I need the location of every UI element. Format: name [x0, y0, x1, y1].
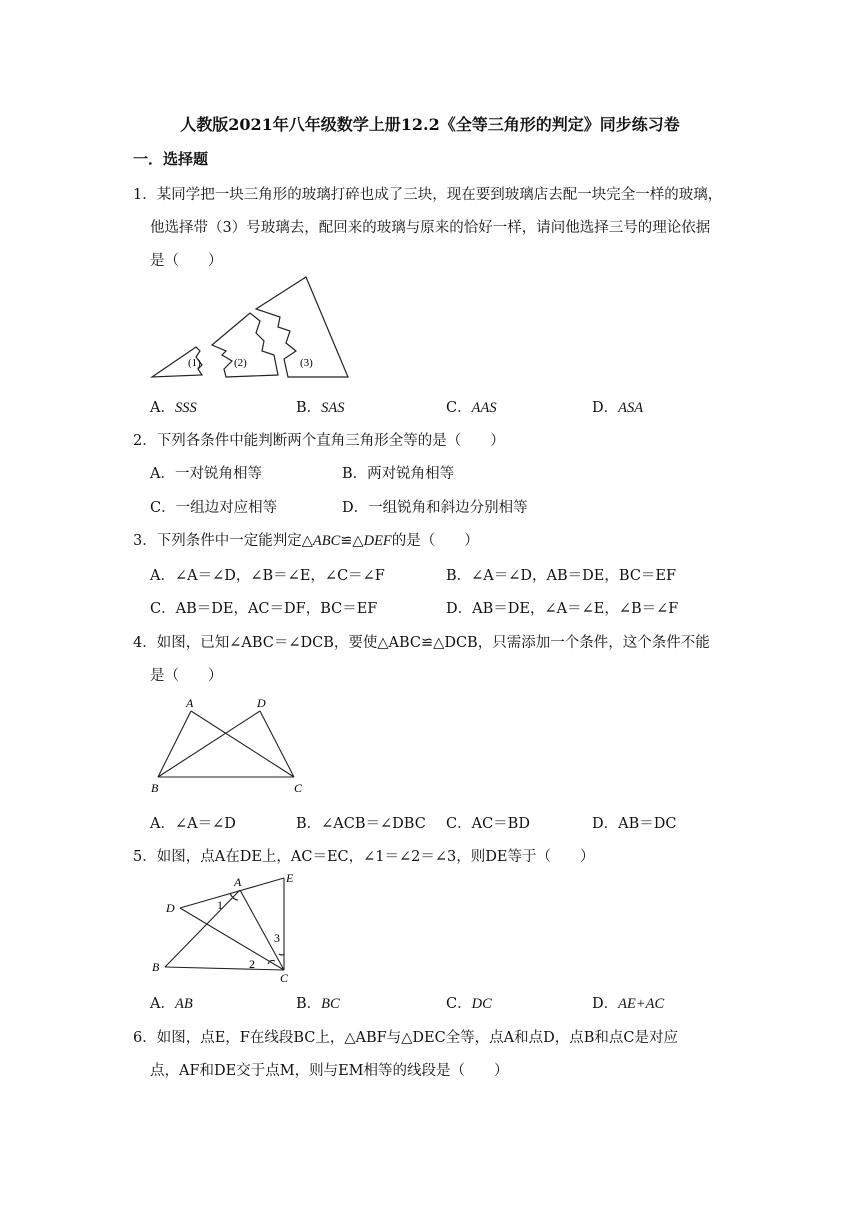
q3-option-a: A．∠A＝∠D，∠B＝∠E，∠C＝∠F: [150, 568, 385, 584]
q5-label-d: D: [166, 901, 175, 915]
q4-label-a: A: [186, 696, 194, 710]
q4-line2: 是（ ）: [150, 668, 223, 684]
q4-option-a: A．∠A＝∠D: [150, 816, 236, 832]
q4-option-d: D．AB＝DC: [592, 816, 677, 832]
q2-line1: 2．下列各条件中能判断两个直角三角形全等的是（ ）: [133, 433, 505, 449]
q4-label-c: C: [294, 781, 303, 795]
q5-geometry-figure: [148, 870, 308, 985]
q2-option-b: B．两对锐角相等: [342, 466, 455, 482]
q6-line1: 6．如图，点E，F在线段BC上，△ABF与△DEC全等，点A和点D，点B和点C是对应: [133, 1030, 679, 1046]
q5-label-b: B: [152, 960, 160, 974]
glass-label-2: (2): [234, 357, 247, 369]
q3-option-d: D．AB＝DE，∠A＝∠E，∠B＝∠F: [446, 601, 679, 617]
q5-label-a: A: [234, 875, 242, 889]
q5-option-b: B．BC: [296, 996, 340, 1012]
q4-label-b: B: [151, 781, 159, 795]
q5-label-e: E: [286, 871, 294, 885]
q5-angle-3: 3: [274, 931, 280, 945]
glass-label-1: (1): [188, 357, 201, 369]
glass-label-3: (3): [300, 357, 313, 369]
document-title: 人教版2021年八年级数学上册12.2《全等三角形的判定》同步练习卷: [180, 115, 680, 134]
q3-option-c: C．AB＝DE，AC＝DF，BC＝EF: [150, 601, 378, 617]
q5-option-a: A．AB: [150, 996, 193, 1012]
q4-line1: 4．如图，已知∠ABC＝∠DCB，要使△ABC≌△DCB，只需添加一个条件，这个条件不能: [133, 635, 710, 651]
q3-option-b: B．∠A＝∠D，AB＝DE，BC＝EF: [446, 568, 677, 584]
q4-triangle-figure: [148, 695, 318, 800]
q3-line1: 3．下列条件中一定能判定△ABC≌△DEF的是（ ）: [133, 533, 479, 549]
q2-option-d: D．一组锐角和斜边分别相等: [342, 500, 528, 516]
q2-option-a: A．一对锐角相等: [150, 466, 262, 482]
q4-label-d: D: [257, 696, 266, 710]
q1-option-c: C．AAS: [446, 400, 497, 416]
q1-line2: 他选择带（3）号玻璃去，配回来的玻璃与原来的恰好一样，请问他选择三号的理论依据: [150, 220, 711, 236]
q1-broken-glass-figure: [150, 275, 350, 385]
q5-label-c: C: [280, 971, 289, 985]
q1-line1: 1．某同学把一块三角形的玻璃打碎也成了三块，现在要到玻璃店去配一块完全一样的玻璃，: [133, 187, 723, 203]
q1-line3: 是（ ）: [150, 253, 223, 269]
q5-option-d: D．AE+AC: [592, 996, 665, 1012]
q5-angle-1: 1: [217, 898, 223, 912]
q1-option-d: D．ASA: [592, 400, 644, 416]
q4-option-b: B．∠ACB＝∠DBC: [296, 816, 426, 832]
q5-option-c: C．DC: [446, 996, 492, 1012]
q6-line2: 点，AF和DE交于点M，则与EM相等的线段是（ ）: [150, 1063, 509, 1079]
q4-option-c: C．AC＝BD: [446, 816, 530, 832]
q1-option-b: B．SAS: [296, 400, 345, 416]
q5-angle-2: 2: [249, 957, 255, 971]
q5-line1: 5．如图，点A在DE上，AC＝EC，∠1＝∠2＝∠3，则DE等于（ ）: [133, 849, 595, 865]
q2-option-c: C．一组边对应相等: [150, 500, 278, 516]
q1-option-a: A．SSS: [150, 400, 197, 416]
section-heading: 一．选择题: [133, 150, 209, 168]
